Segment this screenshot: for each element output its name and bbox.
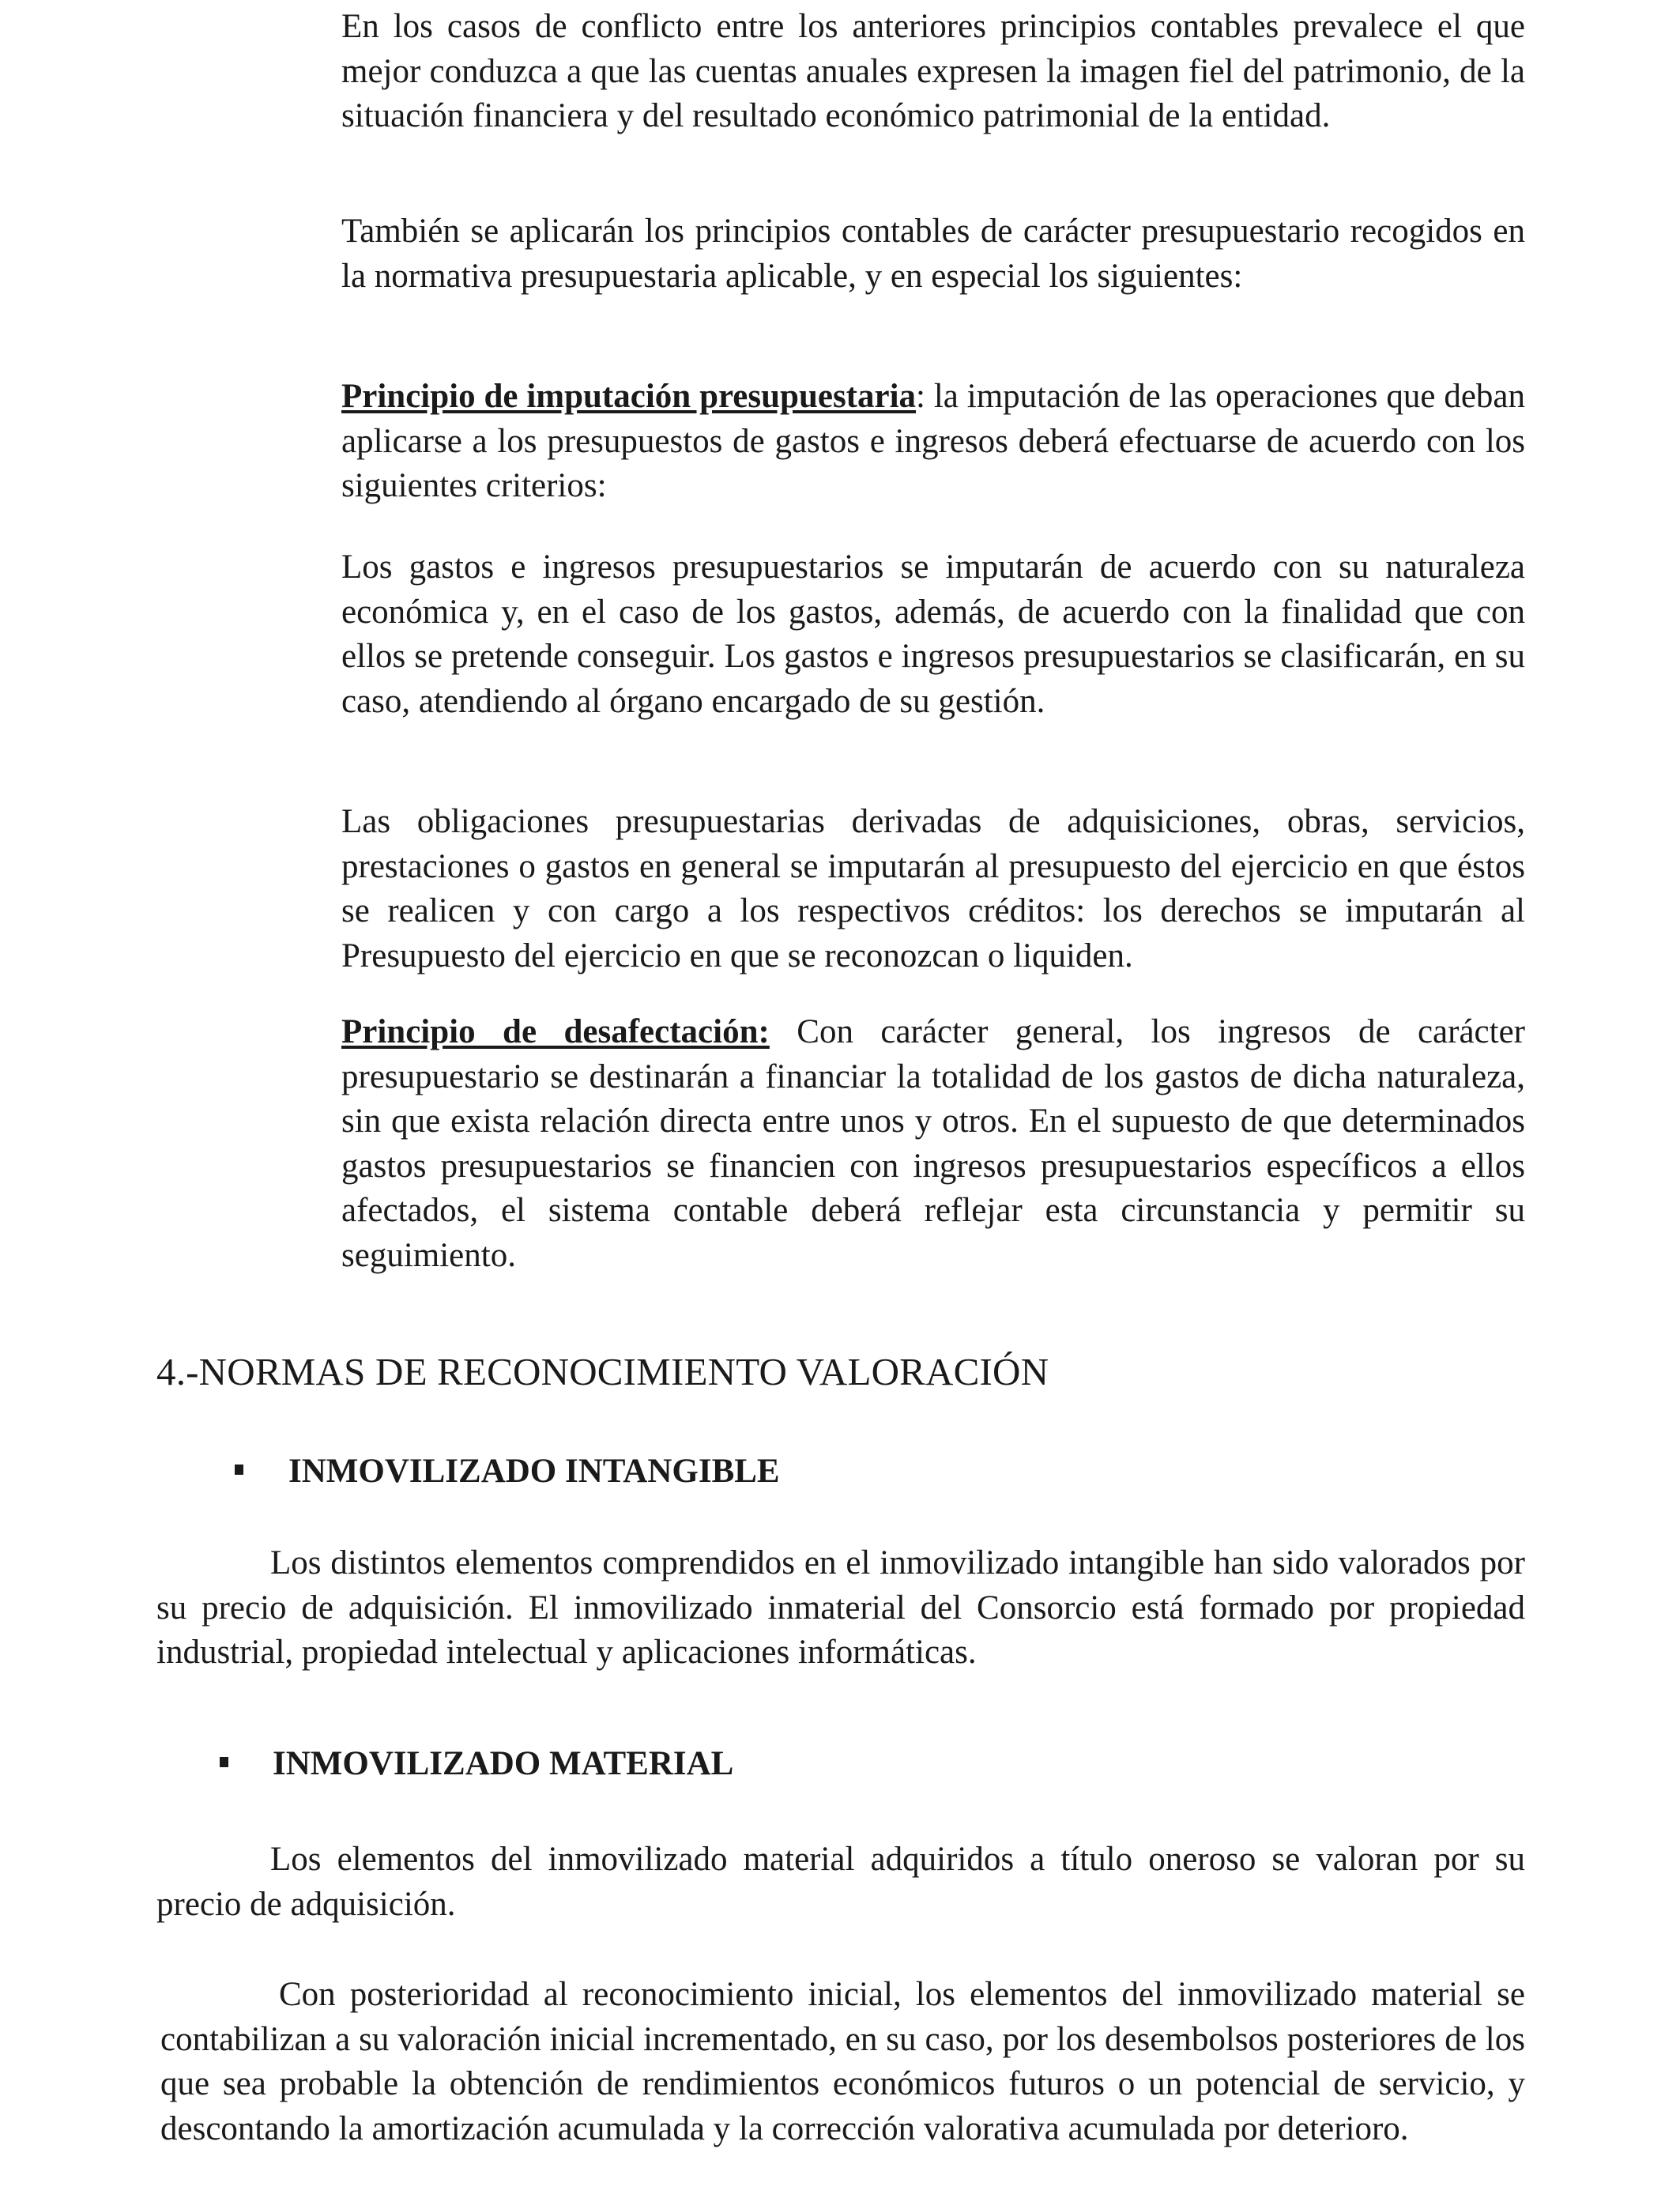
imputation-principle-text: : la imputación de las operaciones que deban aplicarse a los presupuestos de gastos e ingresos deberá efectuarse de acuerdo con los siguientes criterios: [341, 378, 1525, 504]
section-title: 4.-NORMAS DE RECONOCIMIENTO VALORACIÓN [156, 1350, 1049, 1393]
bullet-icon [220, 1757, 228, 1767]
imputation-principle-label: Principio de imputación presupuestaria [341, 378, 917, 415]
paragraph-conflict-principles: En los casos de conflicto entre los anteriores principios contables prevalece el que mejor conduzca a que las cuentas anuales expresen la imagen fiel del patrimonio, de la situación financiera y del resultado económico patrimonial de la entidad. [341, 8, 1525, 134]
paragraph-imputation-principle [341, 375, 1525, 509]
paragraph-material-assets-subsequent: Con posterioridad al reconocimiento inicial, los elementos del inmovilizado material se contabilizan a su valoración inicial incrementado, en su caso, por los desembolsos posteriores de los que sea probable la obtención de rendimientos económicos futuros o un potencial de servicio, y descontando la amortización acumulada y la corrección valorativa acumulada por deterioro. [160, 1976, 1525, 2147]
disaffection-principle-label: Principio de desafectación: [341, 1013, 770, 1050]
material-heading: INMOVILIZADO MATERIAL [273, 1745, 734, 1782]
paragraph-intangible-assets: Los distintos elementos comprendidos en el inmovilizado intangible han sido valorados por su precio de adquisición. El inmovilizado inmaterial del Consorcio está formado por propiedad industrial, propiedad intelectual y aplicaciones informáticas. [156, 1544, 1525, 1671]
bullet-icon [235, 1465, 243, 1475]
paragraph-material-assets-valuation: Los elementos del inmovilizado material adquiridos a título oneroso se valoran por su precio de adquisición. [156, 1841, 1525, 1923]
paragraph-budget-obligations: Las obligaciones presupuestarias derivadas de adquisiciones, obras, servicios, prestaciones o gastos en general se imputarán al presupuesto del ejercicio en que éstos se realicen y con cargo a los respectivos créditos: los derechos se imputarán al Presupuesto del ejercicio en que se reconozcan o liquiden. [341, 803, 1525, 974]
paragraph-budget-principles-intro: También se aplicarán los principios contables de carácter presupuestario recogidos en la normativa presupuestaria aplicable, y en especial los siguientes: [341, 213, 1525, 295]
paragraph-disaffection-principle [341, 1010, 1525, 1278]
intangible-heading: INMOVILIZADO INTANGIBLE [288, 1453, 780, 1490]
paragraph-expense-income-classification: Los gastos e ingresos presupuestarios se imputarán de acuerdo con su naturaleza económica y, en el caso de los gastos, además, de acuerdo con la finalidad que con ellos se pretende conseguir. Los gastos e ingresos presupuestarios se clasificarán, en su caso, atendiendo al órgano encargado de su gestión. [341, 548, 1525, 720]
disaffection-principle-text: Con carácter general, los ingresos de carácter presupuestario se destinarán a financiar la totalidad de los gastos de dicha naturaleza, sin que exista relación directa entre unos y otros. En el supuesto de que determinados gastos presupuestarios se financien con ingresos presupuestarios específicos a ellos afectados, el sistema contable deberá reflejar esta circunstancia y permitir su seguimiento. [341, 1013, 1525, 1274]
